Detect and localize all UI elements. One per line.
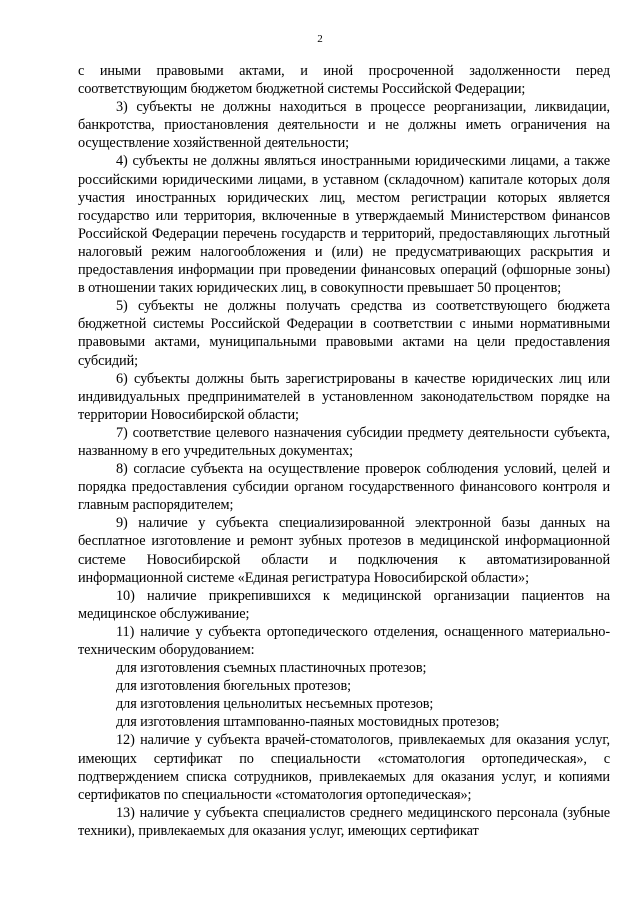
paragraph-continuation: с иными правовыми актами, и иной просроченной задолженности перед соответствующим бюджетом бюджетной системы Российской Федерации; xyxy=(78,63,610,98)
page-number: 2 xyxy=(317,33,323,45)
equipment-list-item: для изготовления съемных пластиночных протезов; xyxy=(116,660,427,677)
equipment-list-item: для изготовления цельнолитых несъемных протезов; xyxy=(116,696,434,713)
paragraph-item-7: 7) соответствие целевого назначения субсидии предмету деятельности субъекта, названному в его учредительных документах; xyxy=(78,424,610,459)
paragraph-item-12: 12) наличие у субъекта врачей-стоматологов, привлекаемых для оказания услуг, имеющих сертификат по специальности «стоматология ортопедическая», с подтверждением списка сотрудников, привлекаемых для оказания услуг, и копиями сертификатов по специальности «стоматология ортопедическая»; xyxy=(78,732,610,803)
paragraph-item-6: 6) субъекты должны быть зарегистрированы в качестве юридических лиц или индивидуальных предпринимателей в установленном законодательством порядке на территории Новосибирской области; xyxy=(78,370,610,423)
equipment-list-item: для изготовления бюгельных протезов; xyxy=(116,678,352,695)
document-body xyxy=(78,62,610,840)
paragraph-item-11: 11) наличие у субъекта ортопедического отделения, оснащенного материально-техническим оборудованием: xyxy=(78,623,610,658)
paragraph-item-4: 4) субъекты не должны являться иностранными юридическими лицами, а также российскими юридическими лицами, в уставном (складочном) капитале которых доля участия иностранных юридических лиц, местом регистрации которых является государство или территория, включенные в утверждаемый Министерством финансов Российской Федерации перечень государств и территорий, предоставляющих льготный налоговый режим налогообложения и (или) не предусматривающих раскрытия и предоставления информации при проведении финансовых операций (офшорные зоны) в отношении таких юридических лиц, в совокупности превышает 50 процентов; xyxy=(78,153,610,297)
paragraph-item-10: 10) наличие прикрепившихся к медицинской организации пациентов на медицинское обслуживание; xyxy=(78,587,610,622)
paragraph-item-9: 9) наличие у субъекта специализированной электронной базы данных на бесплатное изготовление и ремонт зубных протезов в медицинской информационной системе Новосибирской области и подключения к автоматизированной информационной системе «Единая регистратура Новосибирской области»; xyxy=(78,515,610,586)
paragraph-item-3: 3) субъекты не должны находиться в процессе реорганизации, ликвидации, банкротства, приостановления деятельности и не должны иметь ограничения на осуществление хозяйственной деятельности; xyxy=(78,99,610,152)
paragraph-item-5: 5) субъекты не должны получать средства из соответствующего бюджета бюджетной системы Российской Федерации в соответствии с иными нормативными правовыми актами, муниципальными правовыми актами на цели предоставления субсидий; xyxy=(78,298,610,369)
paragraph-item-13: 13) наличие у субъекта специалистов среднего медицинского персонала (зубные техники), привлекаемых для оказания услуг, имеющих сертификат xyxy=(78,804,610,839)
equipment-list-item: для изготовления штампованно-паяных мостовидных протезов; xyxy=(116,714,500,731)
paragraph-item-8: 8) согласие субъекта на осуществление проверок соблюдения условий, целей и порядка предоставления субсидии органом государственного финансового контроля и главным распорядителем; xyxy=(78,461,610,514)
